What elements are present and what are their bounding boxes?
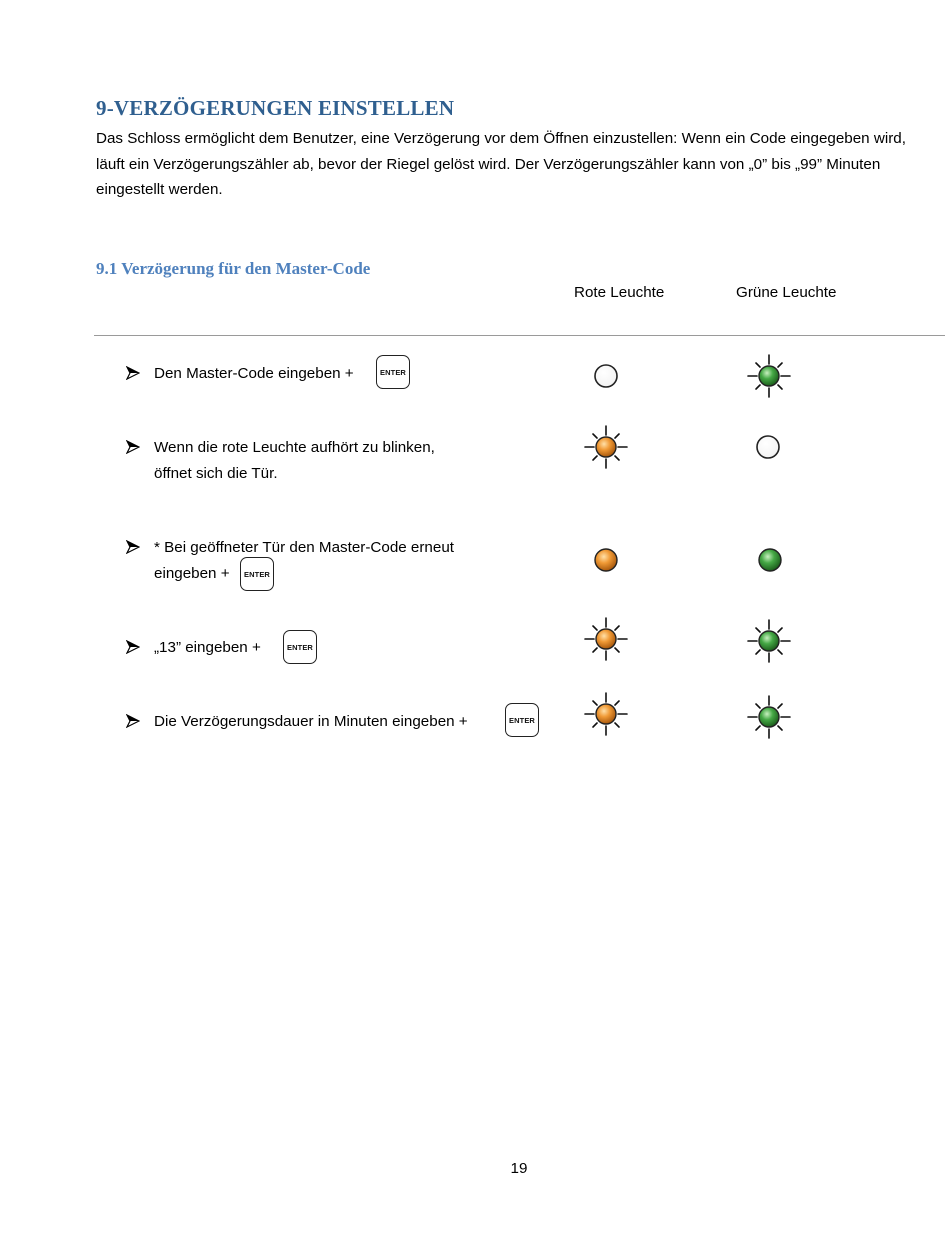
- arrow-bullet-icon: [126, 540, 140, 554]
- arrow-bullet-icon: [126, 366, 140, 380]
- arrow-bullet-icon: [126, 440, 140, 454]
- red-light-indicator-icon: [584, 425, 628, 469]
- red-light-indicator-icon: [584, 538, 628, 582]
- arrow-bullet-icon: [126, 640, 140, 654]
- step-3-text: * Bei geöffneter Tür den Master-Code erneut: [154, 539, 454, 556]
- green-light-indicator-icon: [748, 538, 792, 582]
- green-light-indicator-icon: [746, 425, 790, 469]
- red-light-indicator-icon: [584, 617, 628, 661]
- step-5-text: Die Verzögerungsdauer in Minuten eingeben +: [154, 713, 468, 730]
- enter-key-icon: ENTER: [376, 355, 410, 389]
- column-header-green-light: Grüne Leuchte: [736, 284, 837, 301]
- step-3-text-line2: eingeben +: [154, 564, 230, 582]
- step-2-text-line2: öffnet sich die Tür.: [154, 464, 278, 482]
- divider: [94, 335, 945, 336]
- page-number: 19: [510, 1160, 528, 1177]
- column-header-red-light: Rote Leuchte: [574, 284, 665, 301]
- green-light-indicator-icon: [747, 354, 791, 398]
- enter-key-icon: ENTER: [283, 630, 317, 664]
- red-light-indicator-icon: [584, 692, 628, 736]
- enter-key-icon: ENTER: [505, 703, 539, 737]
- red-light-indicator-icon: [584, 354, 628, 398]
- step-4-text: „13” eingeben +: [154, 639, 261, 656]
- step-2-text: Wenn die rote Leuchte aufhört zu blinken,: [154, 439, 435, 456]
- step-1-text: Den Master-Code eingeben +: [154, 365, 354, 382]
- section-intro: Das Schloss ermöglicht dem Benutzer, eine Verzögerung vor dem Öffnen einzustellen: Wenn ein Code eingegeben wird, läuft ein Verzögerungszähler ab, bevor der Riegel gelöst wird. Der Verzögerungszähler kann von „0” bis „99” Minuten eingestellt werden.: [96, 130, 906, 198]
- green-light-indicator-icon: [747, 619, 791, 663]
- section-title: 9-VERZÖGERUNGEN EINSTELLEN: [96, 96, 455, 120]
- green-light-indicator-icon: [747, 695, 791, 739]
- enter-key-icon: ENTER: [240, 557, 274, 591]
- subsection-title: 9.1 Verzögerung für den Master-Code: [96, 259, 371, 278]
- arrow-bullet-icon: [126, 714, 140, 728]
